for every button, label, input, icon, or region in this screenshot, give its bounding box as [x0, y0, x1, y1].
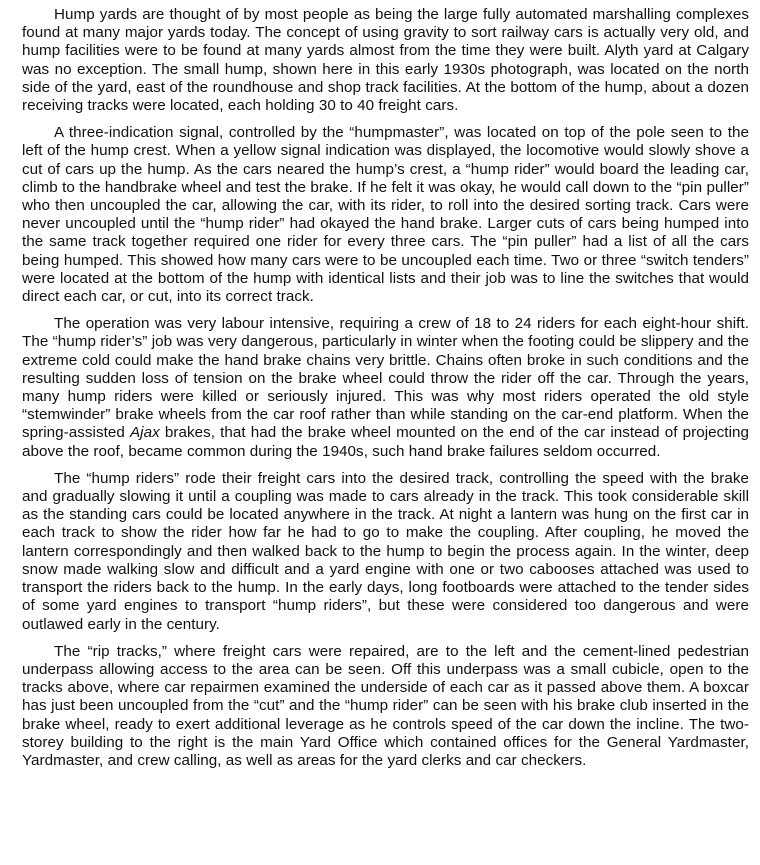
- paragraph-riding-the-cars: The “hump riders” rode their freight cars into the desired track, controlling the speed with the brake and gradually slowing it until a coupling was made to cars already in the track. This took considerable skill as the standing cars could be located anywhere in the track. At night a lantern was hung on the first car in each track to show the rider how far he had to go to make the coupling. After coupling, he moved the lantern correspondingly and then walked back to the hump to begin the process again. In the winter, deep snow made walking slow and difficult and a yard engine with one or two cabooses attached was used to transport the riders back to the hump. In the early days, long footboards were attached to the tender sides of some yard engines to transport “hump riders”, but these were considered too dangerous and were outlawed early in the century.: [22, 469, 749, 633]
- paragraph-labour-text-before: The operation was very labour intensive, requiring a crew of 18 to 24 riders for each eight-hour shift. The “hump rider’s” job was very dangerous, particularly in winter when the footing could be slippery and the extreme cold could make the hand brake chains very brittle. Chains often broke in such conditions and the resulting sudden loss of tension on the brake wheel could throw the rider off the car. Through the years, many hump riders were killed or seriously injured. This was why most riders operated the old style “stemwinder” brake wheels from the car roof rather than while standing on the car-end platform. When the spring-assisted: [22, 315, 749, 442]
- article-body: [22, 6, 749, 770]
- ajax-brand-name: Ajax: [130, 424, 160, 442]
- paragraph-signal-and-riders: A three-indication signal, controlled by the “humpmaster”, was located on top of the pole seen to the left of the hump crest. When a yellow signal indication was displayed, the locomotive would slowly shove a cut of cars up the hump. As the cars neared the hump’s crest, a “hump rider” would board the leading car, climb to the handbrake wheel and test the brake. If he felt it was okay, he would call down to the “pin puller” who then uncoupled the car, allowing the car, with its rider, to roll into the desired sorting track. Cars were never uncoupled until the “hump rider” had okayed the hand brake. Larger cuts of cars being humped into the same track together required one rider for every three cars. The “pin puller” had a list of all the cars being humped. This showed how many cars were to be uncoupled each time. Two or three “switch tenders” were located at the bottom of the hump with identical lists and their job was to line the switches that would direct each car, or cut, into its correct track.: [22, 124, 749, 306]
- paragraph-labour-and-danger: [22, 315, 749, 461]
- paragraph-hump-yards-intro: Hump yards are thought of by most people as being the large fully automated marshalling complexes found at many major yards today. The concept of using gravity to sort railway cars is actually very old, and hump facilities were to be found at many yards almost from the time they were built. Alyth yard at Calgary was no exception. The small hump, shown here in this early 1930s photograph, was located on the north side of the yard, east of the roundhouse and shop track facilities. At the bottom of the hump, about a dozen receiving tracks were located, each holding 30 to 40 freight cars.: [22, 6, 749, 115]
- paragraph-rip-tracks: The “rip tracks,” where freight cars were repaired, are to the left and the cement-lined pedestrian underpass allowing access to the area can be seen. Off this underpass was a small cubicle, open to the tracks above, where car repairmen examined the underside of each car as it passed above them. A boxcar has just been uncoupled from the “cut” and the “hump rider” can be seen with his brake club inserted in the brake wheel, ready to exert additional leverage as he controls speed of the car down the incline. The two-storey building to the right is the main Yard Office which contained offices for the General Yardmaster, Yardmaster, and crew calling, as well as areas for the yard clerks and car checkers.: [22, 642, 749, 769]
- paragraph-labour-text-after: brakes, that had the brake wheel mounted on the end of the car instead of projecting above the roof, became common during the 1940s, such hand brake failures seldom occurred.: [22, 424, 749, 460]
